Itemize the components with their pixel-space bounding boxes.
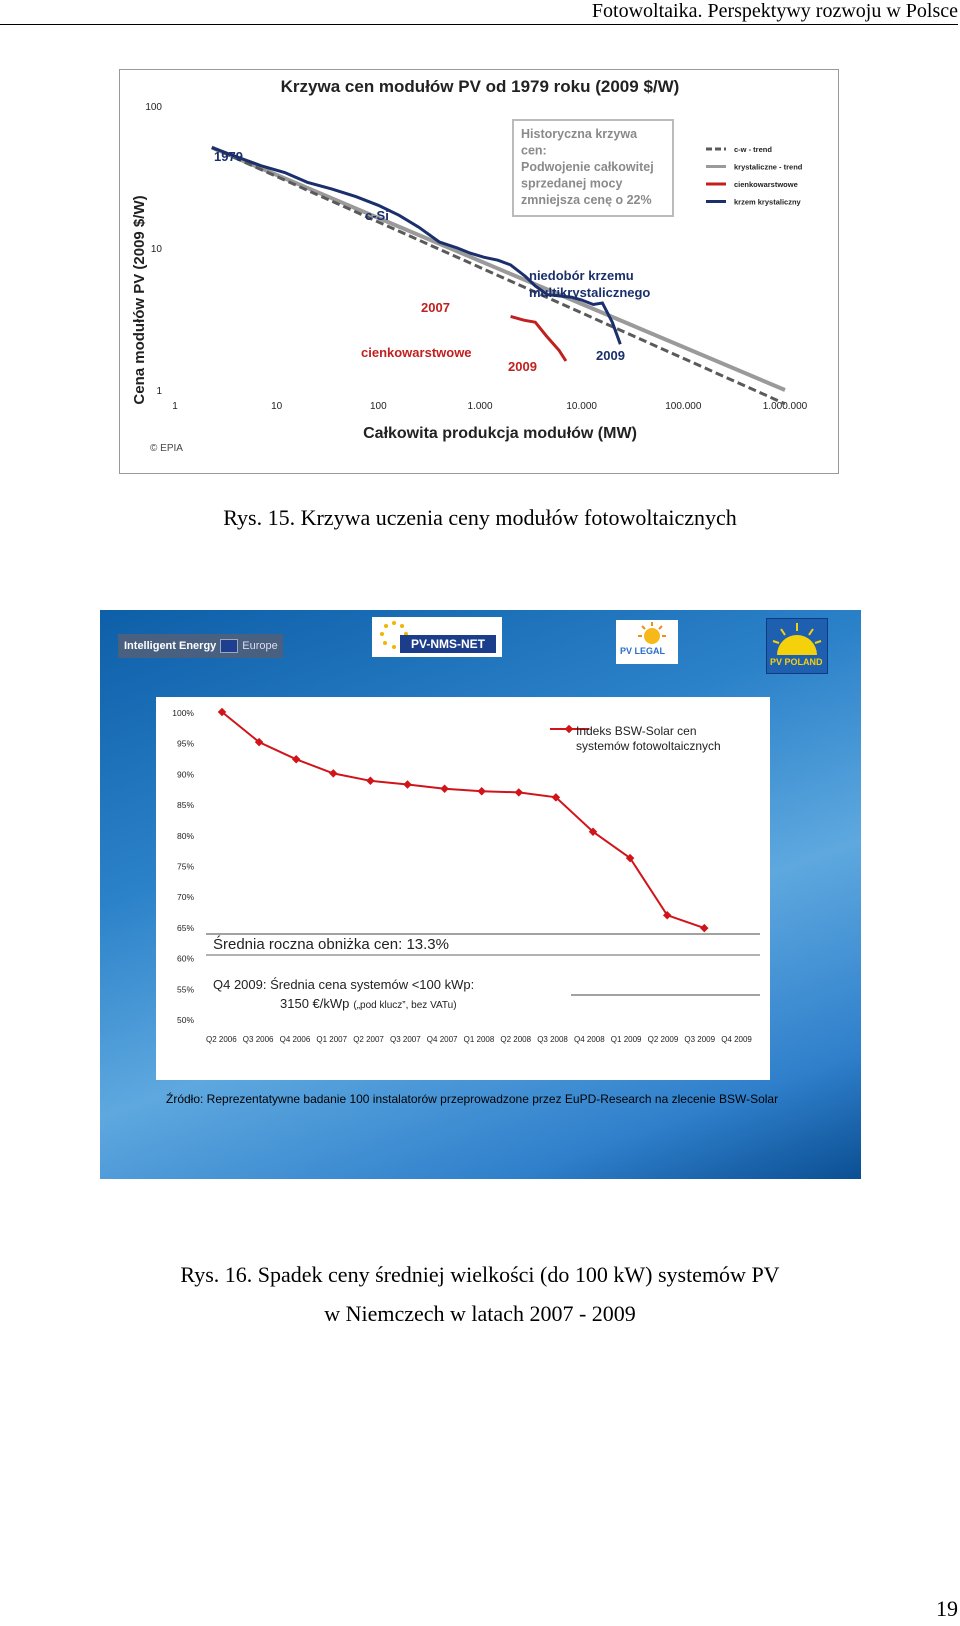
fig16-data-point bbox=[515, 788, 523, 796]
annot-2009-red: 2009 bbox=[508, 359, 537, 374]
fig16-x-tick: Q4 2007 bbox=[426, 1035, 458, 1044]
fig16-y-tick: 60% bbox=[176, 953, 194, 964]
fig16-y-tick: 95% bbox=[176, 738, 194, 749]
fig15-series-krystaliczne---trend bbox=[212, 148, 785, 391]
intelligent-energy-logo bbox=[118, 634, 283, 658]
fig16-y-tick: 85% bbox=[176, 800, 194, 811]
fig16-x-tick: Q2 2006 bbox=[206, 1035, 237, 1044]
header-rule bbox=[0, 24, 958, 25]
fig16-y-tick: 70% bbox=[176, 892, 194, 903]
annot-c-si: c-Si bbox=[365, 208, 389, 223]
fig16-x-tick: Q3 2009 bbox=[684, 1035, 716, 1044]
annot-q4-price: 3150 €/kWp bbox=[280, 996, 350, 1011]
fig15-x-tick: 100 bbox=[369, 401, 387, 412]
figure-16-caption-line1: Rys. 16. Spadek ceny średniej wielkości (do 100 kW) systemów PV bbox=[180, 1262, 780, 1287]
fig15-series-cienkowarstwowe bbox=[511, 316, 566, 361]
pv-legal-logo bbox=[616, 620, 678, 664]
annot-shortage-2: multikrystalicznego bbox=[529, 285, 651, 300]
fig15-x-tick: 10.000 bbox=[566, 401, 597, 412]
fig15-legend-label: c-w - trend bbox=[734, 145, 772, 154]
figure-16-caption-line2: w Niemczech w latach 2007 - 2009 bbox=[324, 1301, 636, 1326]
iee-logo-suffix: Europe bbox=[242, 640, 278, 652]
pv-poland-logo bbox=[766, 618, 828, 674]
fig15-x-tick: 10 bbox=[271, 401, 283, 412]
fig16-data-point bbox=[700, 924, 708, 932]
fig16-y-tick: 90% bbox=[176, 769, 194, 780]
fig16-x-tick: Q3 2008 bbox=[537, 1035, 568, 1044]
figure-15 bbox=[119, 69, 839, 474]
fig15-x-tick: 1.000.000 bbox=[762, 401, 808, 412]
fig16-data-point bbox=[366, 777, 374, 785]
fig15-title: Krzywa cen modułów PV od 1979 roku (2009 $/W) bbox=[280, 77, 680, 96]
fig16-y-tick: 75% bbox=[176, 861, 194, 872]
eu-flag-icon bbox=[220, 639, 238, 653]
fig16-y-tick: 80% bbox=[176, 830, 194, 841]
fig16-x-tick: Q4 2006 bbox=[279, 1035, 311, 1044]
annot-q4-line2 bbox=[280, 996, 457, 1011]
annot-q4-line1: Q4 2009: Średnia cena systemów <100 kWp: bbox=[213, 977, 475, 992]
fig15-legend-label: krzem krystaliczny bbox=[734, 197, 801, 207]
fig16-x-tick: Q1 2008 bbox=[463, 1035, 495, 1044]
fig16-y-tick: 100% bbox=[172, 708, 194, 718]
annot-2007: 2007 bbox=[421, 300, 450, 315]
fig15-x-tick: 100.000 bbox=[665, 401, 702, 412]
fig16-y-tick: 65% bbox=[176, 922, 194, 933]
fig16-x-tick: Q4 2009 bbox=[721, 1035, 752, 1044]
history-box-line: Podwojenie całkowitej bbox=[521, 160, 654, 174]
pv-nms-net-logo bbox=[372, 617, 502, 657]
fig15-y-tick: 1 bbox=[156, 386, 162, 397]
fig16-y-tick: 50% bbox=[176, 1015, 194, 1025]
legend-label-2: systemów fotowoltaicznych bbox=[576, 739, 721, 753]
fig16-data-point bbox=[403, 780, 411, 788]
history-box-line: cen: bbox=[521, 143, 547, 158]
fig15-y-tick: 100 bbox=[145, 102, 162, 113]
fig15-x-tick: 1.000 bbox=[467, 401, 493, 412]
fig16-x-tick: Q1 2009 bbox=[610, 1035, 642, 1044]
pv-poland-label: PV POLAND bbox=[770, 657, 823, 667]
annot-q4-note: („pod klucz”, bez VATu) bbox=[353, 1000, 457, 1011]
fig16-data-point bbox=[292, 755, 300, 763]
fig15-xlabel: Całkowita produkcja modułów (MW) bbox=[363, 425, 637, 442]
pv-nms-net-label: PV-NMS-NET bbox=[400, 635, 496, 653]
copyright-epia: © EPIA bbox=[150, 443, 183, 454]
annot-2009-blue: 2009 bbox=[596, 348, 625, 363]
fig16-y-tick: 55% bbox=[176, 984, 194, 995]
fig16-x-tick: Q3 2007 bbox=[390, 1035, 421, 1044]
fig16-x-tick: Q2 2008 bbox=[500, 1035, 532, 1044]
history-box-line: zmniejsza cenę o 22% bbox=[521, 193, 652, 207]
index-chart-panel bbox=[156, 697, 770, 1080]
figure-16 bbox=[100, 610, 861, 1179]
figure-15-caption: Rys. 15. Krzywa uczenia ceny modułów fotowoltaicznych bbox=[223, 505, 737, 530]
fig15-legend-label: krystaliczne - trend bbox=[734, 162, 803, 172]
fig16-x-tick: Q4 2008 bbox=[574, 1035, 605, 1044]
iee-logo-text: Intelligent Energy bbox=[124, 640, 217, 652]
fig16-data-point bbox=[477, 787, 485, 795]
sun-icon bbox=[616, 620, 678, 648]
fig16-data-point bbox=[440, 785, 448, 793]
fig15-ylabel: Cena modułów PV (2009 $/W) bbox=[131, 195, 148, 405]
figure-15-chart bbox=[120, 70, 838, 473]
fig16-x-tick: Q1 2007 bbox=[316, 1035, 348, 1044]
legend-marker bbox=[565, 725, 573, 733]
fig15-y-tick: 10 bbox=[150, 244, 162, 255]
history-box-line: sprzedanej mocy bbox=[521, 176, 623, 191]
fig16-x-tick: Q3 2006 bbox=[242, 1035, 274, 1044]
source-note: Źródło: Reprezentatywne badanie 100 instalatorów przeprowadzone przez EuPD-Research na zlecenie BSW-Solar bbox=[166, 1092, 779, 1106]
annot-shortage-1: niedobór krzemu bbox=[529, 268, 634, 283]
annot-thin-film: cienkowarstwowe bbox=[361, 345, 472, 360]
running-header: Fotowoltaika. Perspektywy rozwoju w Polsce bbox=[591, 0, 958, 22]
fig15-x-tick: 1 bbox=[172, 401, 178, 412]
annot-avg-reduction: Średnia roczna obniżka cen: 13.3% bbox=[213, 936, 449, 953]
index-chart bbox=[156, 697, 770, 1080]
pv-legal-label: PV LEGAL bbox=[620, 646, 666, 656]
fig16-x-tick: Q2 2009 bbox=[647, 1035, 679, 1044]
fig16-x-tick: Q2 2007 bbox=[353, 1035, 384, 1044]
fig15-legend-label: cienkowarstwowe bbox=[734, 180, 798, 189]
fig16-data-point bbox=[329, 769, 337, 777]
legend-label-1: Indeks BSW-Solar cen bbox=[576, 724, 697, 738]
page-number: 19 bbox=[936, 1596, 958, 1621]
sunrise-icon bbox=[767, 619, 827, 659]
history-box-line: Historyczna krzywa bbox=[521, 127, 638, 141]
annot-1979: 1979 bbox=[214, 149, 243, 164]
